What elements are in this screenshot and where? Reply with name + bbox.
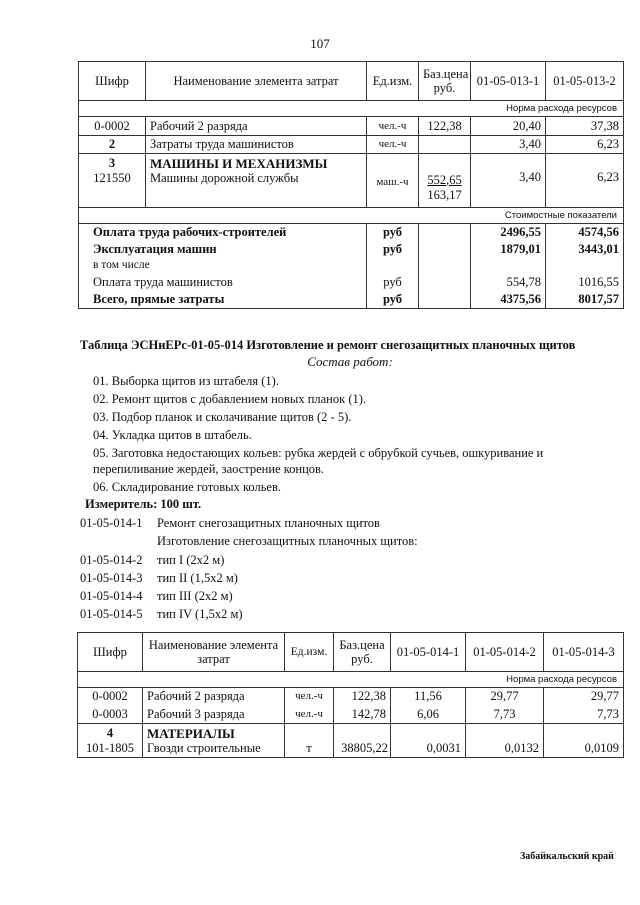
row-price: [419, 136, 471, 154]
machine-value-1: 3,40: [471, 154, 546, 208]
row-code: 2: [79, 136, 146, 154]
cost-value-1: 4375,56: [471, 292, 546, 309]
work-item: 06. Складирование готовых кольев.: [93, 480, 281, 494]
machine-unit: маш.-ч: [367, 154, 419, 208]
cost-unit: руб: [367, 292, 419, 309]
header-price-line2: руб.: [433, 81, 456, 95]
header-col-3: 01-05-014-3: [544, 633, 624, 672]
material-value-1: 0,0031: [391, 724, 466, 758]
work-item: 01. Выборка щитов из штабеля (1).: [93, 374, 279, 388]
cost-row: [79, 241, 624, 258]
cost-empty: [419, 241, 471, 258]
row-value-3: 29,77: [544, 688, 624, 706]
table-header-row: [79, 62, 624, 101]
rate-description: Изготовление снегозащитных планочных щитов:: [157, 534, 418, 548]
measure-unit: Измеритель: 100 шт.: [85, 497, 202, 511]
group-code-cell: [79, 154, 146, 208]
rate-description: тип III (2х2 м): [157, 589, 233, 603]
cost-empty: [419, 258, 471, 274]
cost-row: [79, 224, 624, 241]
group-name: МАШИНЫ И МЕХАНИЗМЫ: [150, 156, 328, 171]
material-unit: т: [285, 724, 334, 758]
work-item: 03. Подбор планок и сколачивание щитов (2 - 5).: [93, 410, 352, 424]
table-row: [78, 706, 624, 724]
header-name: Наименование элемента затрат: [146, 62, 367, 101]
cost-value-1: 1879,01: [471, 241, 546, 258]
header-code: Шифр: [78, 633, 143, 672]
work-item: 02. Ремонт щитов с добавлением новых планок (1).: [93, 392, 367, 406]
header-price-line1: Баз.цена: [339, 638, 385, 652]
cost-value-2: 4574,56: [546, 224, 624, 241]
section-norms-label: Норма расхода ресурсов: [78, 672, 624, 688]
cost-name: Всего, прямые затраты: [79, 292, 367, 309]
cost-name: Эксплуатация машин: [79, 241, 367, 258]
group-row: [78, 724, 624, 758]
row-value-1: 20,40: [471, 117, 546, 136]
header-code: Шифр: [79, 62, 146, 101]
table-row: [79, 136, 624, 154]
cost-name: в том числе: [79, 258, 367, 274]
row-value-1: 11,56: [391, 688, 466, 706]
row-code: 0-0002: [79, 117, 146, 136]
machine-code: 121550: [93, 171, 131, 185]
work-item: 05. Заготовка недостающих кольев: рубка жердей с обрубкой сучьев, ошкуривание и: [93, 446, 544, 460]
header-col-2: 01-05-014-2: [466, 633, 544, 672]
cost-row-total: [79, 292, 624, 309]
row-value-3: 7,73: [544, 706, 624, 724]
rate-code: 01-05-014-4: [80, 589, 143, 603]
cost-row: [79, 258, 624, 274]
rate-code: 01-05-014-2: [80, 553, 143, 567]
row-unit: чел.-ч: [367, 117, 419, 136]
work-item: 04. Укладка щитов в штабель.: [93, 428, 252, 442]
row-price: 142,78: [334, 706, 391, 724]
row-value-1: 3,40: [471, 136, 546, 154]
material-code: 101-1805: [86, 740, 134, 755]
group-code: 3: [108, 156, 116, 170]
cost-unit: [367, 258, 419, 274]
section-row: [79, 101, 624, 117]
material-value-2: 0,0132: [466, 724, 544, 758]
rate-code: 01-05-014-5: [80, 607, 143, 621]
table-title: Таблица ЭСНиЕРс-01-05-014 Изготовление и ремонт снегозащитных планочных щитов: [80, 338, 576, 352]
material-price: 38805,22: [334, 724, 391, 758]
material-name: Гвозди строительные: [147, 740, 261, 755]
header-col-1: 01-05-013-1: [471, 62, 546, 101]
section-costs-label: Стоимостные показатели: [79, 208, 624, 224]
header-col-2: 01-05-013-2: [546, 62, 624, 101]
cost-value-2: [546, 258, 624, 274]
row-name: Рабочий 2 разряда: [143, 688, 285, 706]
row-value-2: 29,77: [466, 688, 544, 706]
rate-description: тип IV (1,5х2 м): [157, 607, 243, 621]
row-unit: чел.-ч: [367, 136, 419, 154]
cost-value-1: [471, 258, 546, 274]
row-unit: чел.-ч: [285, 706, 334, 724]
cost-value-2: 3443,01: [546, 241, 624, 258]
group-code-cell: [78, 724, 143, 758]
row-name: Рабочий 2 разряда: [146, 117, 367, 136]
row-name: Затраты труда машинистов: [146, 136, 367, 154]
group-name-cell: [146, 154, 367, 208]
cost-empty: [419, 292, 471, 309]
machine-value-2: 6,23: [546, 154, 624, 208]
header-unit: Ед.изм.: [367, 62, 419, 101]
works-subtitle: Состав работ:: [307, 354, 393, 369]
resource-table-014: [77, 632, 624, 758]
cost-name: Оплата труда рабочих-строителей: [79, 224, 367, 241]
table-row: [78, 688, 624, 706]
row-value-1: 6,06: [391, 706, 466, 724]
table-header-row: [78, 633, 624, 672]
cost-name: Оплата труда машинистов: [79, 274, 367, 292]
row-code: 0-0003: [78, 706, 143, 724]
header-price-line1: Баз.цена: [423, 67, 469, 81]
cost-value-1: 554,78: [471, 274, 546, 292]
machine-price: 552,65: [427, 172, 462, 187]
row-unit: чел.-ч: [285, 688, 334, 706]
resource-table-013: [78, 61, 624, 309]
cost-unit: руб: [367, 224, 419, 241]
row-value-2: 7,73: [466, 706, 544, 724]
row-code: 0-0002: [78, 688, 143, 706]
cost-value-2: 1016,55: [546, 274, 624, 292]
rate-description: тип II (1,5х2 м): [157, 571, 238, 585]
row-value-2: 6,23: [546, 136, 624, 154]
header-name: [143, 633, 285, 672]
rate-description: тип I (2х2 м): [157, 553, 225, 567]
page-number: 107: [310, 36, 330, 51]
cost-empty: [419, 224, 471, 241]
row-price: 122,38: [419, 117, 471, 136]
section-norms-label: Норма расхода ресурсов: [79, 101, 624, 117]
rate-code: 01-05-014-3: [80, 571, 143, 585]
row-value-2: 37,38: [546, 117, 624, 136]
region-footer: Забайкальский край: [520, 851, 614, 862]
header-price: [419, 62, 471, 101]
header-name-line1: Наименование элемента: [148, 638, 279, 652]
header-col-1: 01-05-014-1: [391, 633, 466, 672]
section-row: [79, 208, 624, 224]
cost-empty: [419, 274, 471, 292]
material-value-3: 0,0109: [544, 724, 624, 758]
cost-unit: руб: [367, 241, 419, 258]
section-row: [78, 672, 624, 688]
cost-row: [79, 274, 624, 292]
cost-unit: руб: [367, 274, 419, 292]
machine-name: Машины дорожной службы: [150, 171, 299, 185]
header-name-line2: затрат: [197, 652, 230, 666]
row-name: Рабочий 3 разряда: [143, 706, 285, 724]
group-name-cell: [143, 724, 285, 758]
cost-value-1: 2496,55: [471, 224, 546, 241]
machine-price-2: 163,17: [427, 187, 462, 202]
header-price: [334, 633, 391, 672]
machine-price-cell: [419, 154, 471, 208]
table-row: [79, 117, 624, 136]
group-code: 4: [106, 725, 114, 740]
header-unit: Ед.изм.: [285, 633, 334, 672]
rate-description: Ремонт снегозащитных планочных щитов: [157, 516, 380, 530]
row-price: 122,38: [334, 688, 391, 706]
header-price-line2: руб.: [351, 652, 373, 666]
cost-value-2: 8017,57: [546, 292, 624, 309]
rate-code: 01-05-014-1: [80, 516, 143, 530]
work-item-continuation: перепиливание жердей, заострение концов.: [93, 462, 325, 476]
group-name: МАТЕРИАЛЫ: [147, 725, 235, 741]
group-row: [79, 154, 624, 208]
